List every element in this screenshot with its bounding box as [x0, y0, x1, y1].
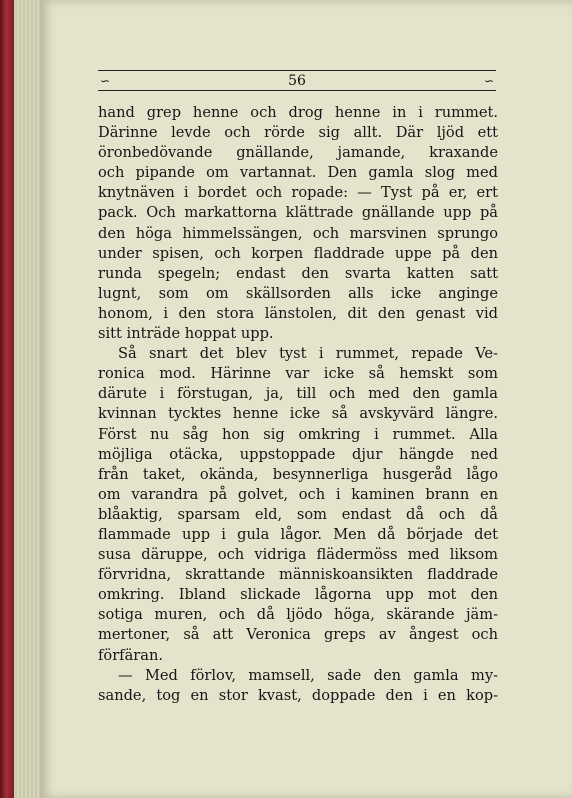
- page-number: 56: [288, 73, 306, 89]
- text-line: runda spegeln; endast den svarta katten satt: [98, 264, 498, 282]
- text-line: blåaktig, sparsam eld, som endast då och då: [98, 505, 498, 523]
- book-cover-edge: [0, 0, 14, 798]
- header-rule-top: [98, 70, 496, 71]
- text-line: Först nu såg hon sig omkring i rummet. Alla: [98, 425, 498, 443]
- text-line: ronica mod. Härinne var icke så hemskt som: [98, 365, 498, 383]
- text-line: kvinnan tycktes henne icke så avskyvärd längre.: [98, 405, 498, 423]
- header-rule-bottom: [98, 90, 496, 91]
- running-header: [98, 70, 496, 96]
- text-line: honom, i den stora länstolen, dit den genast vid: [98, 304, 498, 322]
- text-line: sotiga muren, och då ljödo höga, skärande jäm-: [98, 606, 498, 624]
- ornament-right-icon: ∽: [483, 74, 494, 88]
- text-line: förvridna, skrattande människoansikten fladdrade: [98, 566, 498, 584]
- text-line: knytnäven i bordet och ropade: — Tyst på er, ert: [98, 184, 498, 202]
- text-line: möjliga otäcka, uppstoppade djur hängde ned: [98, 445, 498, 463]
- text-line: förfäran.: [98, 646, 163, 664]
- text-line: — Med förlov, mamsell, sade den gamla my-: [118, 666, 498, 684]
- text-line: lugnt, som om skällsorden alls icke anginge: [98, 284, 498, 302]
- text-line: den höga himmelssängen, och marsvinen sprungo: [98, 224, 498, 242]
- text-line: under spisen, och korpen fladdrade uppe på den: [98, 244, 498, 262]
- text-line: därute i förstugan, ja, till och med den gamla: [98, 385, 498, 403]
- text-line: och pipande om vartannat. Den gamla slog med: [98, 164, 498, 182]
- text-line: omkring. Ibland slickade lågorna upp mot den: [98, 586, 498, 604]
- text-line: pack. Och markattorna klättrade gnällande upp på: [98, 204, 498, 222]
- text-line: mertoner, så att Veronica greps av ångest och: [98, 626, 498, 644]
- page-stack-edge: [14, 0, 42, 798]
- text-line: om varandra på golvet, och i kaminen brann en: [98, 485, 498, 503]
- text-line: Därinne levde och rörde sig allt. Där ljöd ett: [98, 124, 498, 142]
- text-line: sande, tog en stor kvast, doppade den i en kop-: [98, 686, 498, 704]
- text-line: sitt inträde hoppat upp.: [98, 325, 274, 343]
- ornament-left-icon: ∽: [100, 74, 111, 88]
- text-line: öronbedövande gnällande, jamande, kraxande: [98, 144, 498, 162]
- body-text: [98, 103, 498, 706]
- text-line: hand grep henne och drog henne in i rummet.: [98, 104, 498, 121]
- text-line: från taket, okända, besynnerliga husgeråd lågo: [98, 465, 498, 483]
- text-line: flammade upp i gula lågor. Men då började det: [98, 525, 498, 543]
- text-line: Så snart det blev tyst i rummet, repade Ve-: [118, 345, 498, 363]
- text-line: susa däruppe, och vidriga flädermöss med liksom: [98, 546, 498, 564]
